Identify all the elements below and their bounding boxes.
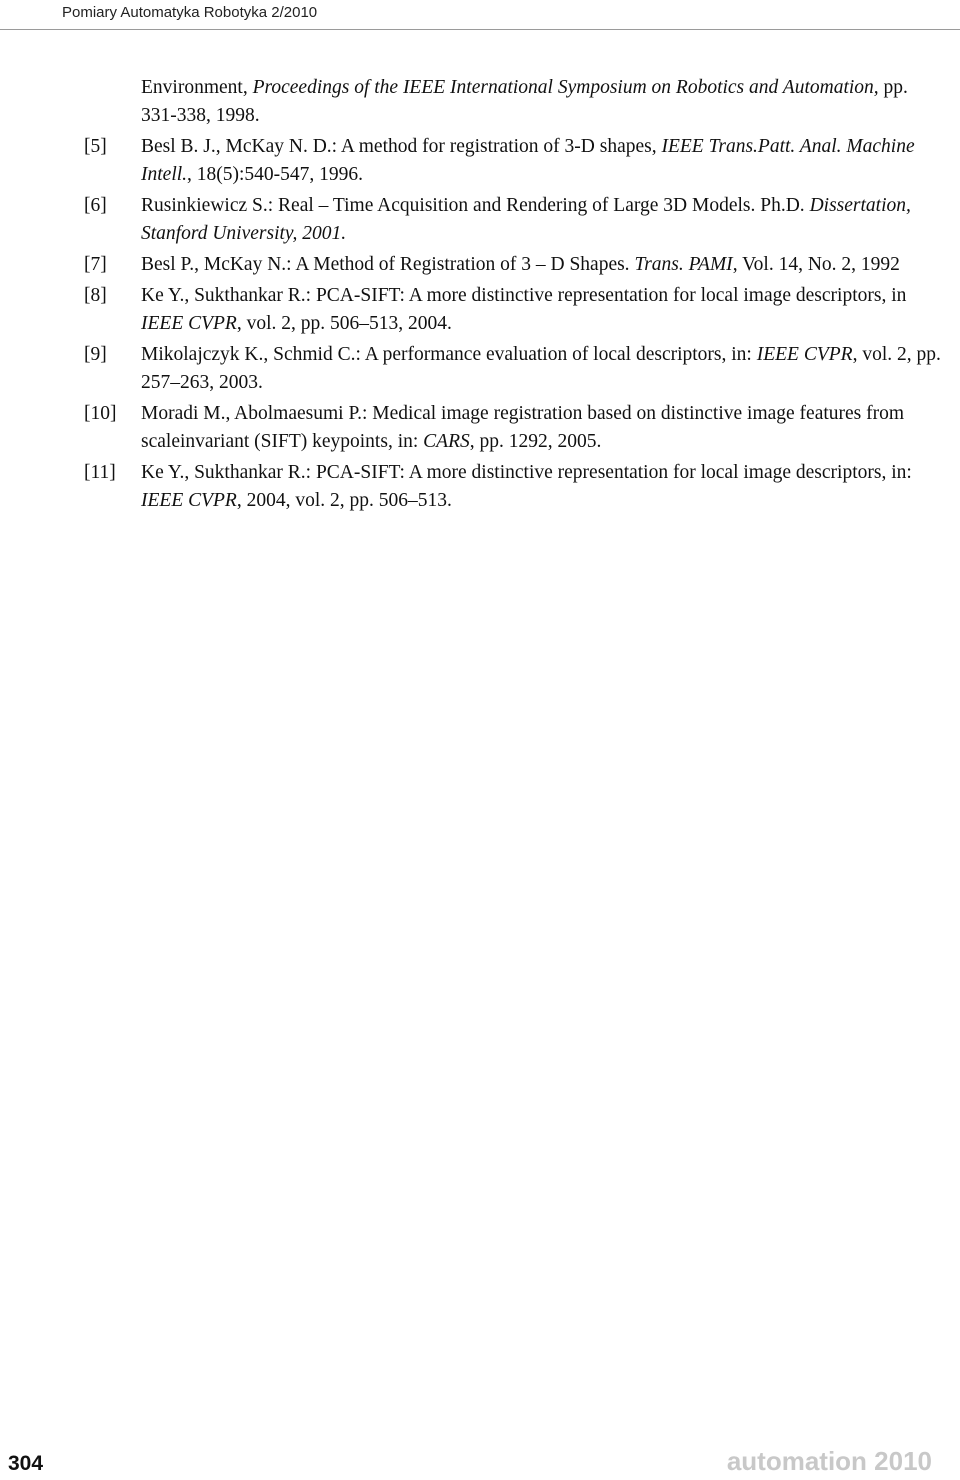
reference-segment: Mikolajczyk K., Schmid C.: A performance evaluation of local descriptors, in: [141, 344, 757, 365]
reference-text [141, 282, 941, 338]
reference-segment: , 2004, vol. 2, pp. 506–513. [236, 490, 452, 511]
reference-number: [8] [84, 285, 107, 306]
reference-segment: pp. 331-338, 1998. [141, 77, 908, 126]
reference-number: [10] [84, 403, 117, 424]
reference-item [0, 192, 960, 248]
reference-text [141, 341, 941, 397]
reference-italic-segment: IEEE CVPR [141, 313, 237, 334]
reference-item [0, 459, 960, 515]
reference-italic-segment: IEEE CVPR [756, 344, 853, 365]
reference-segment: , Vol. 14, No. 2, 1992 [732, 254, 900, 275]
page-number: 304 [8, 1452, 44, 1475]
reference-segment: Environment, [141, 77, 253, 98]
page-header [0, 0, 960, 30]
reference-segment: , vol. 2, pp. 506–513, 2004. [236, 313, 452, 334]
reference-italic-segment: IEEE Trans.Patt. Anal. Machine Intell. [141, 136, 915, 185]
reference-segment: , 18(5):540-547, 1996. [187, 164, 364, 185]
header-divider [0, 29, 960, 30]
reference-text [141, 133, 941, 189]
reference-segment: , pp. 1292, 2005. [469, 431, 602, 452]
reference-italic-segment: CARS [423, 431, 470, 452]
reference-segment: Ke Y., Sukthankar R.: PCA-SIFT: A more distinctive representation for local image descriptors, in: [141, 462, 912, 483]
reference-italic-segment: Trans. PAMI [634, 254, 733, 275]
reference-number: [9] [84, 344, 107, 365]
reference-segment: Besl B. J., McKay N. D.: A method for registration of 3-D shapes, [141, 136, 662, 157]
reference-text [141, 192, 941, 248]
reference-item [0, 133, 960, 189]
reference-italic-segment: IEEE CVPR [141, 490, 237, 511]
reference-text [141, 74, 941, 130]
reference-number: [11] [84, 462, 116, 483]
reference-number: [7] [84, 254, 107, 275]
reference-number: [6] [84, 195, 107, 216]
journal-title: Pomiary Automatyka Robotyka 2/2010 [62, 4, 318, 21]
reference-item [0, 74, 960, 130]
reference-item [0, 341, 960, 397]
reference-text [141, 251, 941, 279]
reference-italic-segment: Dissertation, Stanford University, 2001. [141, 195, 911, 244]
reference-text [141, 400, 941, 456]
reference-number: [5] [84, 136, 107, 157]
reference-item [0, 400, 960, 456]
reference-segment: Ke Y., Sukthankar R.: PCA-SIFT: A more distinctive representation for local image descriptors, in [141, 285, 907, 306]
reference-segment: Moradi M., Abolmaesumi P.: Medical image registration based on distinctive image features from scaleinvariant (SIFT) keypoints, in: [141, 403, 905, 452]
reference-text [141, 459, 941, 515]
reference-segment: Besl P., McKay N.: A Method of Registration of 3 – D Shapes. [141, 254, 635, 275]
reference-item [0, 251, 960, 279]
reference-list [0, 74, 960, 518]
reference-segment: Rusinkiewicz S.: Real – Time Acquisition and Rendering of Large 3D Models. Ph.D. [141, 195, 810, 216]
footer-brand: automation 2010 [726, 1446, 932, 1476]
reference-item [0, 282, 960, 338]
reference-segment: , vol. 2, pp. 257–263, 2003. [141, 344, 941, 393]
reference-italic-segment: Proceedings of the IEEE International Symposium on Robotics and Automation, [252, 77, 879, 98]
